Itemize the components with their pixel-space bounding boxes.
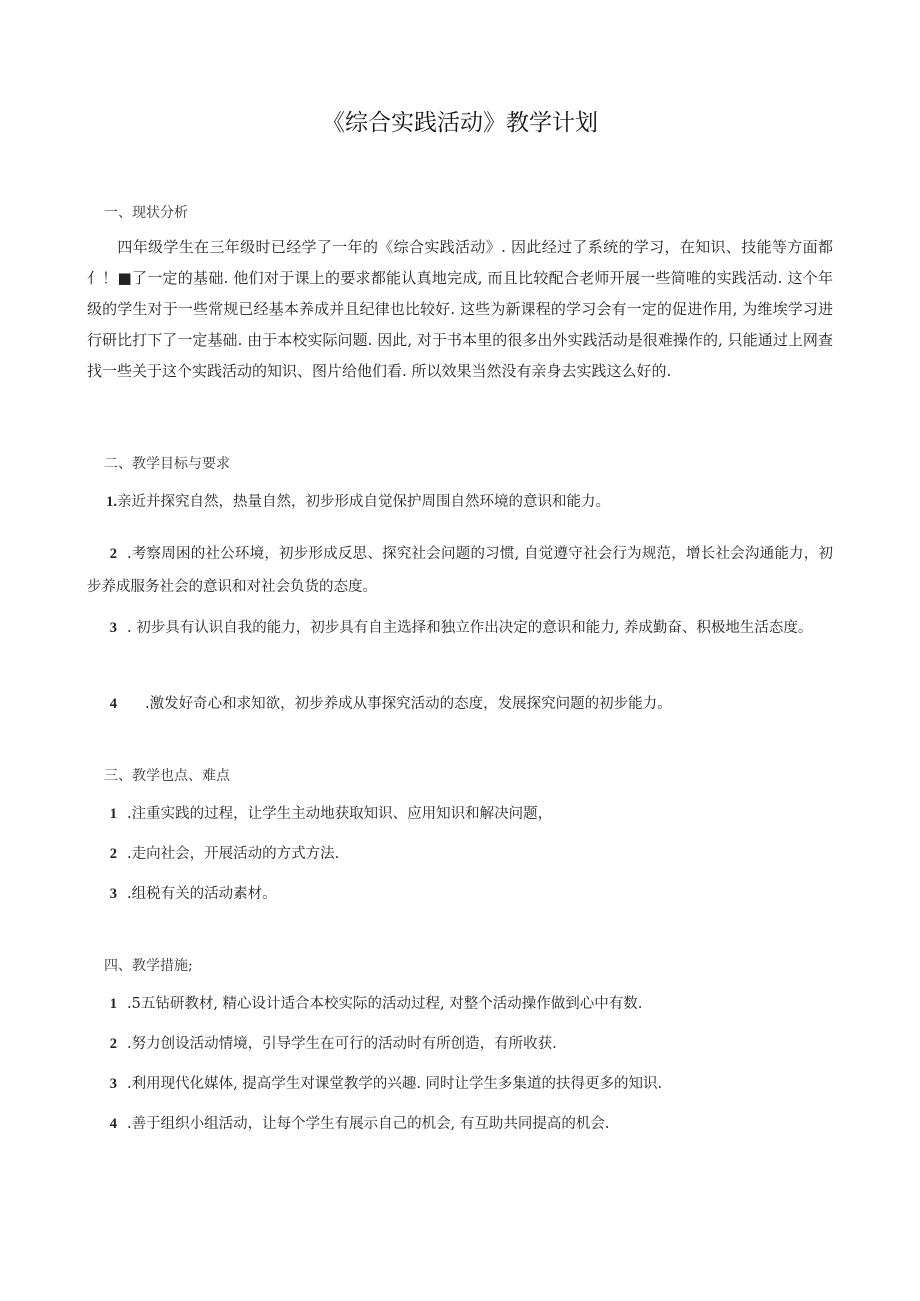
measure-item-2 xyxy=(87,1026,833,1062)
goal-item-text: 亲近并探究自然，热量自然，初步形成自觉保护周围自然环境的意识和能力。 xyxy=(117,494,610,510)
document-title: 《综合实践活动》教学计划 xyxy=(322,110,598,136)
measure-item-1 xyxy=(87,986,833,1022)
measure-text: .努力创设活动情境，引导学生在可行的活动时有所创造，有所收获. xyxy=(127,1036,557,1052)
key-point-text: .组税有关的活动素材。 xyxy=(127,886,277,902)
measure-item-4 xyxy=(87,1106,833,1142)
section-heading-measures: 四、教学措施; xyxy=(104,958,193,974)
measure-item-3 xyxy=(87,1066,833,1102)
measure-number: 4 xyxy=(109,1116,117,1132)
key-point-item-2 xyxy=(87,836,833,872)
goal-item-4 xyxy=(87,686,833,722)
section-heading-key-points: 三、教学也点、难点 xyxy=(104,768,230,784)
measure-number: 2 xyxy=(109,1036,117,1052)
key-point-number: 1 xyxy=(109,806,117,822)
goal-item-3 xyxy=(87,612,833,645)
goal-item-text: .激发好奇心和求知欲，初步养成从事探究活动的态度，发展探究问题的初步能力。 xyxy=(145,696,672,712)
goal-item-2 xyxy=(87,538,833,604)
goal-item-text: .考察周困的社公环境，初步形成反思、探究社会问题的习惯, 自觉遵守社会行为规范，增长社会沟通能力，初步养成服务社会的意识和对社会负货的态度。 xyxy=(87,546,833,595)
goal-item-number: 1. xyxy=(106,494,117,510)
measure-text: .利用现代化媒体, 提高学生对课堂教学的兴趣. 同时让学生多集道的扶得更多的知识. xyxy=(127,1076,663,1092)
goal-item-number: 4 xyxy=(109,696,117,712)
goal-item-1 xyxy=(87,484,833,520)
measure-text: .5五钻研教材, 精心设计适合本校实际的活动过程, 对整个活动操作做到心中有数. xyxy=(127,996,643,1012)
key-point-text: .走向社会，开展活动的方式方法. xyxy=(127,846,340,862)
key-point-item-1 xyxy=(87,796,833,832)
section-heading-status: 一、现状分析 xyxy=(104,205,188,221)
key-point-text: .注重实践的过程，让学生主动地获取知识、应用知识和解决问题， xyxy=(127,806,553,822)
key-point-item-3 xyxy=(87,876,833,912)
measure-number: 3 xyxy=(109,1076,117,1092)
status-paragraph xyxy=(87,232,833,387)
key-point-number: 2 xyxy=(109,846,117,862)
measure-number: 1 xyxy=(109,996,117,1012)
goal-item-number: 3 xyxy=(109,620,117,636)
goal-item-text: . 初步具有认识自我的能力，初步具有自主选择和独立作出决定的意识和能力, 养成勤奋、积极地生活态度。 xyxy=(127,620,813,636)
key-point-number: 3 xyxy=(109,886,117,902)
status-paragraph-text: 四年级学生在三年级时已经学了一年的《综合实践活动》. 因此经过了系统的学习，在知识、技能等方面都亻！■了一定的基础. 他们对于课上的要求都能认真地完成, 而且比较配合老师开展一些简唯的实践活动. 这个年级的学生对于一些常规已经基本养成并且纪律也比较好. 这些为新课程的学习会有一定的促进作用, 为维埃学习进行研比打下了一定基础. 由于本校实际问题. 因此, 对于书本里的很多出外实践活动是很难操作的, 只能通过上网查找一些关于这个实践活动的知识、图片给他们看. 所以效果当然没有亲身去实践这么好的. xyxy=(87,238,833,380)
goal-item-number: 2 xyxy=(109,546,117,562)
measure-text: .善于组织小组活动，让每个学生有展示自己的机会, 有互助共同提高的机会. xyxy=(127,1116,610,1132)
section-heading-goals: 二、教学目标与要求 xyxy=(104,456,230,472)
